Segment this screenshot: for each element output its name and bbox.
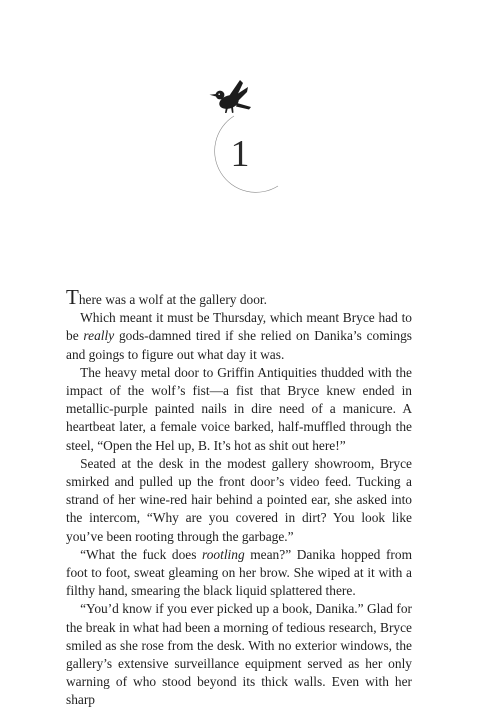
paragraph-3: The heavy metal door to Griffin Antiquities thudded with the impact of the wolf’s fist—a fist that Bryce knew ended in metallic-purple painted nails in dire need of a manicure. A heartbeat later, a female voice barked, half-muffled through the steel, “Open the Hel up, B. It’s hot as shit out here!” [66,364,412,453]
chapter-number: 1 [230,133,250,175]
paragraph-1 [66,285,412,309]
paragraph-text: gods-damned tired if she relied on Danika’s comings and goings to figure out what day it was. [66,328,412,362]
paragraph-6: “You’d know if you ever picked up a book, Danika.” Glad for the break in what had been a morning of tedious research, Bryce smiled as she rose from the desk. With no exterior windows, the gallery’s extensive surveillance equipment served as her only warning of who stood beyond its thick walls. Even with her sharp [66,601,412,708]
paragraph-text: Which meant it must be Thursday, which meant Bryce had to be [66,310,412,344]
paragraph-4: Seated at the desk in the modest gallery showroom, Bryce smirked and pulled up the front door’s video feed. Tucking a strand of her wine-red hair behind a pointed ear, she asked into the intercom, “Why are you covered in dirt? You look like you’ve been rooting through the garbage.” [66,455,412,544]
italic-emphasis: rootling [202,546,245,562]
paragraph-text: mean?” Danika hopped from foot to foot, sweat gleaming on her brow. She wiped at it with a filthy hand, smearing the black liquid splattered there. [66,546,412,599]
paragraph-5 [66,546,412,601]
chapter-body-text [66,285,412,710]
drop-cap: T [66,285,79,309]
paragraph-2 [66,309,412,364]
italic-emphasis: really [83,328,115,344]
paragraph-text: “What the fuck does [80,546,203,562]
paragraph-text: here was a wolf at the gallery door. [78,292,267,307]
